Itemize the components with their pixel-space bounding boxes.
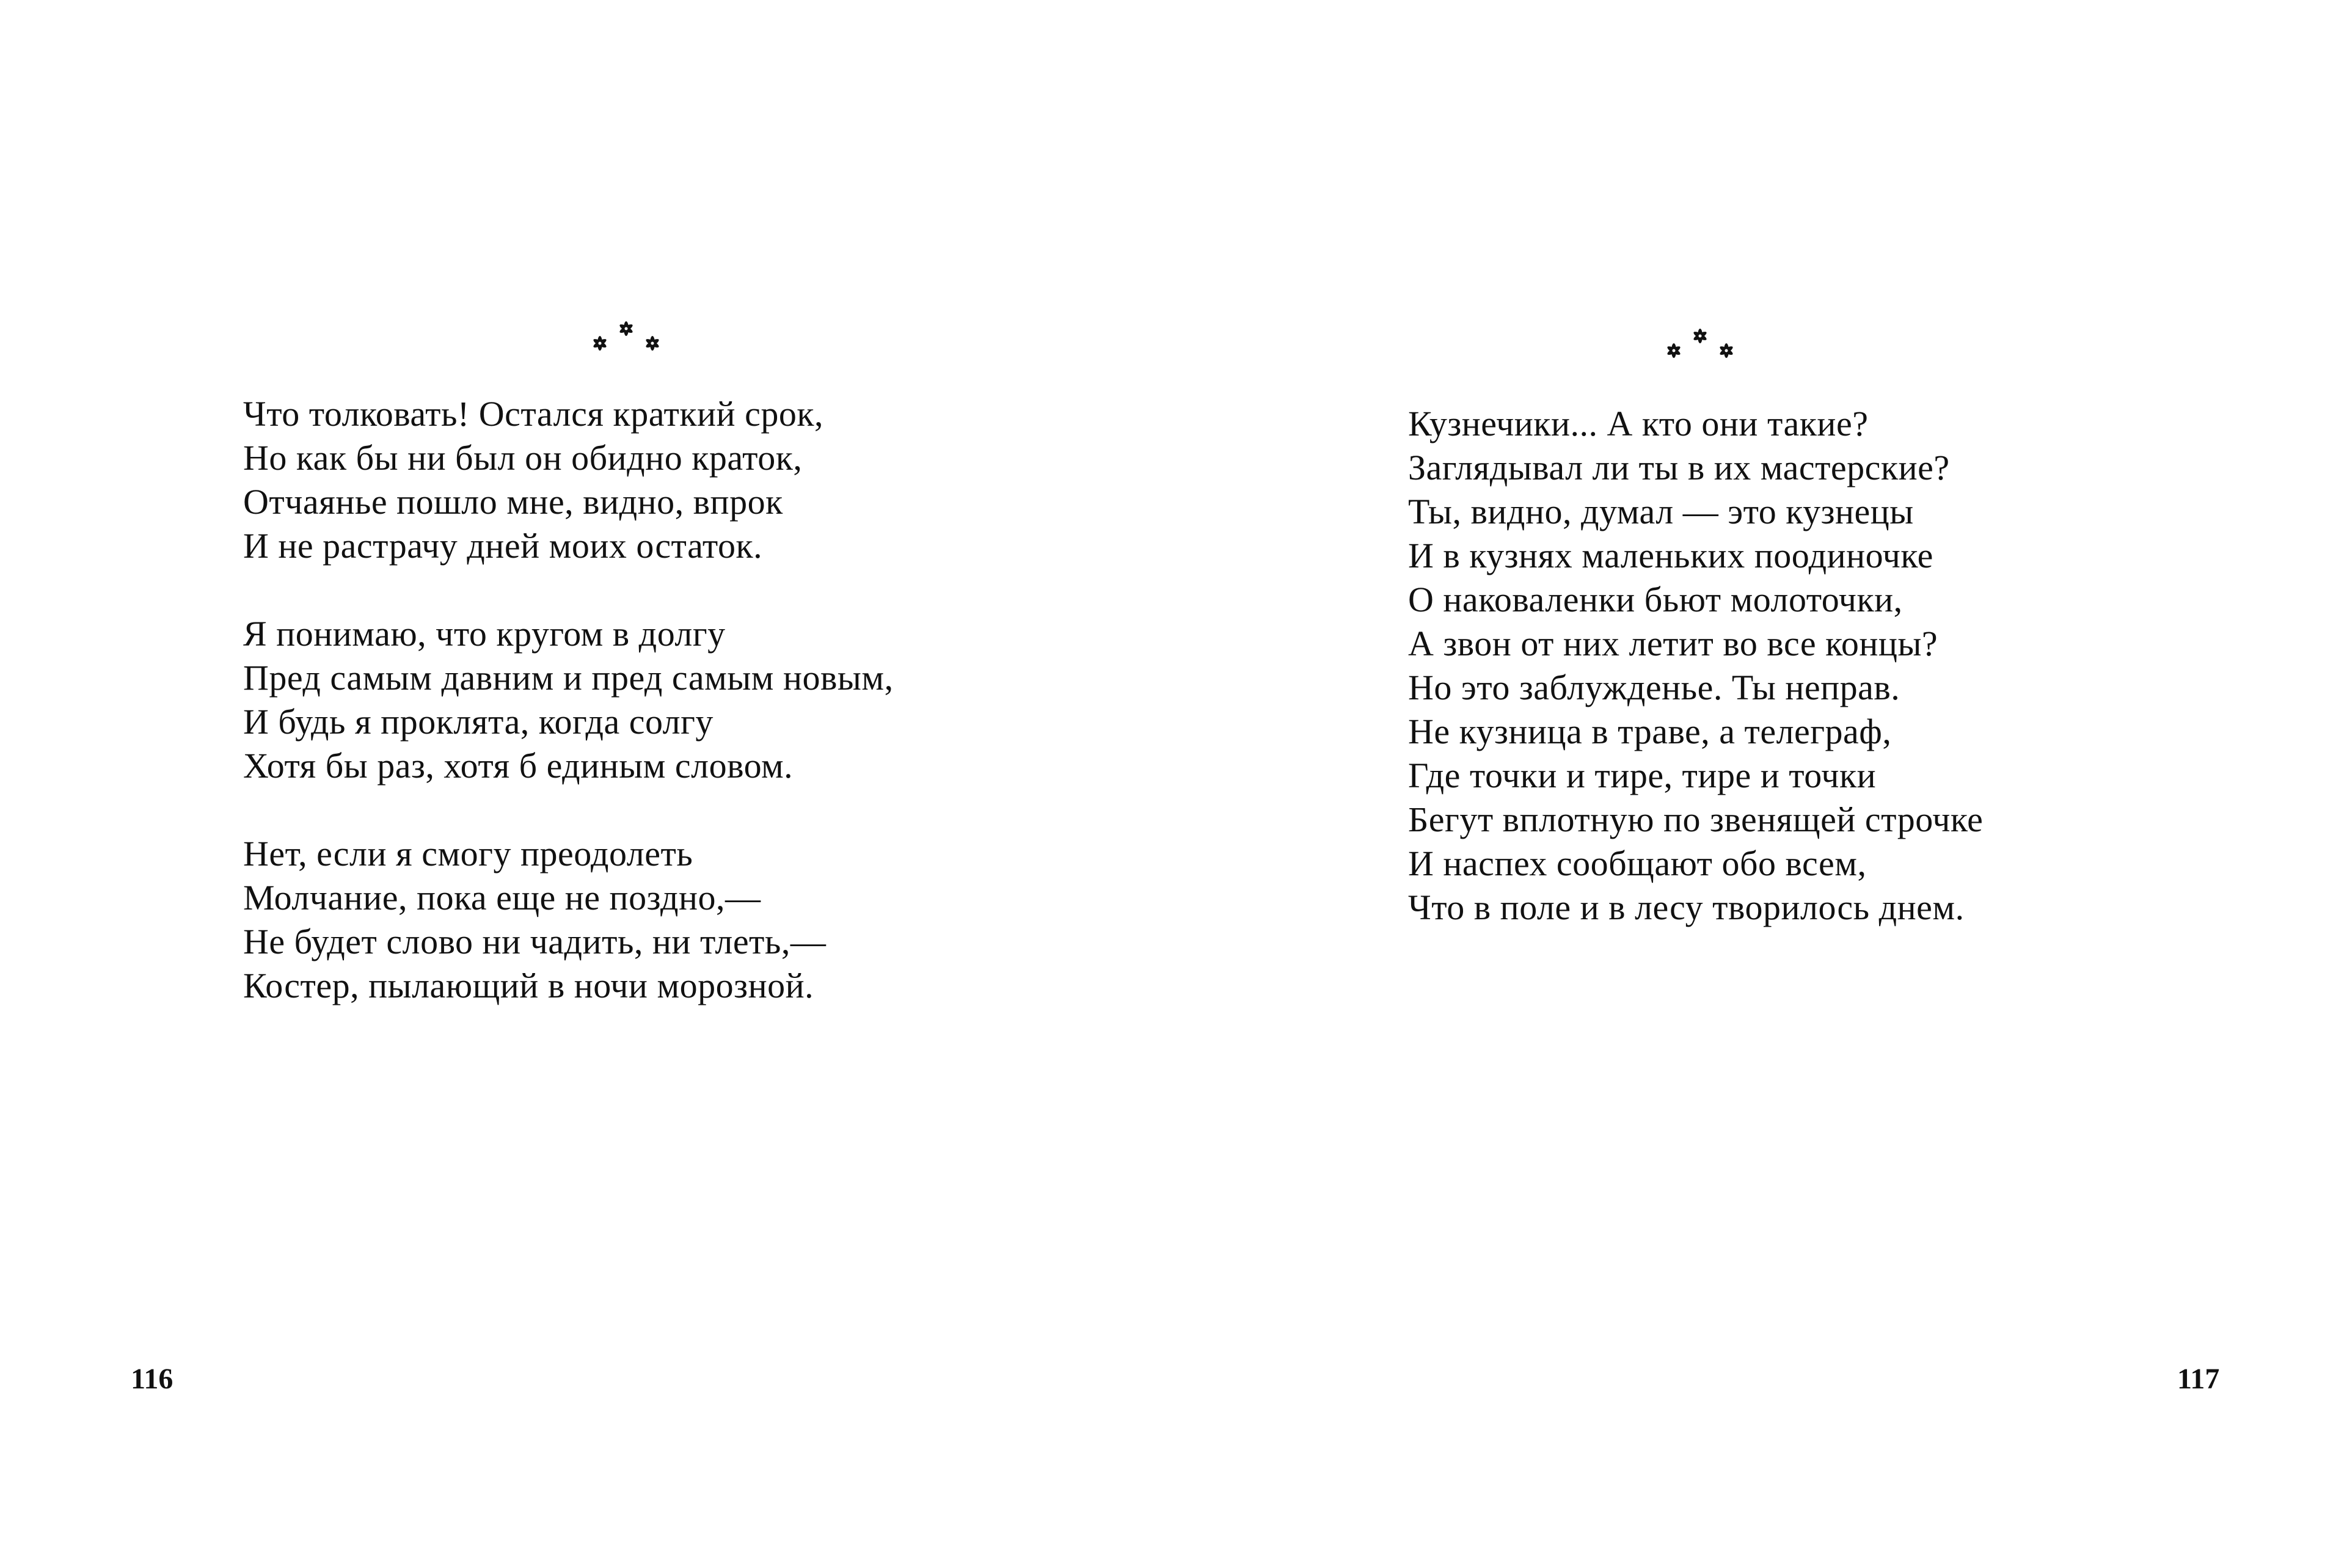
stanza <box>243 392 894 568</box>
stanza <box>243 612 894 788</box>
poem-line: Ты, видно, думал — это кузнецы <box>1408 492 1914 531</box>
poem-line: Не кузница в траве, а телеграф, <box>1408 712 1892 751</box>
asterism-ornament-icon <box>586 313 666 362</box>
poem-line: Но как бы ни был он обидно краток, <box>243 438 803 478</box>
poem-line: Отчаянье пошло мне, видно, впрок <box>243 482 783 522</box>
page-number: 117 <box>2177 1363 2220 1395</box>
stanza <box>1408 402 1983 930</box>
poem-left <box>243 392 894 1008</box>
poem-line: И наспех сообщают обо всем, <box>1408 844 1867 883</box>
poem-line: Нет, если я смогу преодолеть <box>243 834 693 873</box>
page-number: 116 <box>131 1363 173 1395</box>
poem-line: Хотя бы раз, хотя б единым словом. <box>243 746 794 786</box>
right-page <box>1174 0 2347 1568</box>
poem-line: Где точки и тире, тире и точки <box>1408 756 1877 795</box>
asterism-ornament-icon <box>1660 320 1740 369</box>
poem-line: Пред самым давним и пред самым новым, <box>243 658 894 698</box>
poem-line: Что толковать! Остался краткий срок, <box>243 394 823 434</box>
poem-line: Но это заблужденье. Ты неправ. <box>1408 668 1900 707</box>
poem-line: Кузнечики... А кто они такие? <box>1408 404 1869 443</box>
poem-line: Костер, пылающий в ночи морозной. <box>243 966 814 1005</box>
poem-line: И не растрачу дней моих остаток. <box>243 526 763 566</box>
poem-line: И будь я проклята, когда солгу <box>243 702 714 742</box>
poem-line: Что в поле и в лесу творилось днем. <box>1408 888 1965 927</box>
poem-line: Заглядывал ли ты в их мастерские? <box>1408 448 1950 487</box>
poem-line: Бегут вплотную по звенящей строчке <box>1408 800 1984 839</box>
stanza <box>243 832 894 1008</box>
poem-right <box>1408 402 1983 930</box>
poem-line: А звон от них летит во все концы? <box>1408 624 1938 663</box>
poem-line: О наковаленки бьют молоточки, <box>1408 580 1903 619</box>
poem-line: И в кузнях маленьких поодиночке <box>1408 536 1933 575</box>
poem-line: Молчание, пока еще не поздно,— <box>243 878 761 917</box>
poem-line: Не будет слово ни чадить, ни тлеть,— <box>243 922 827 961</box>
poem-line: Я понимаю, что кругом в долгу <box>243 614 726 654</box>
